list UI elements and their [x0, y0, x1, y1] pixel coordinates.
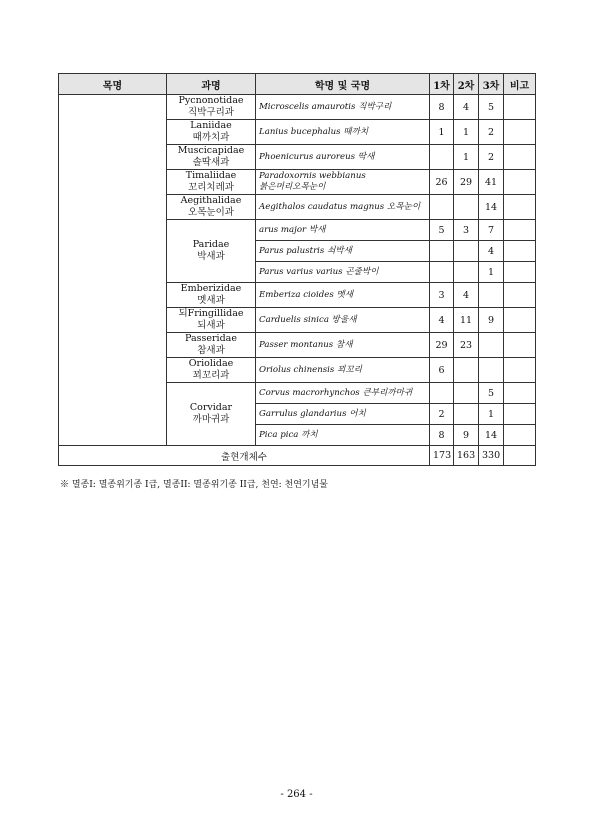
species-name: Paradoxornis webbianus — [259, 171, 366, 181]
header-survey-1: 1차 — [430, 74, 454, 95]
species-name: Passer montanus 참새 — [259, 339, 353, 350]
species-cell — [256, 120, 430, 145]
count-survey-1: 26 — [430, 170, 454, 195]
remarks-cell — [504, 120, 536, 145]
count-survey-2: 11 — [454, 308, 479, 333]
remarks-cell — [504, 220, 536, 241]
family-korean: 직박구리과 — [188, 107, 234, 118]
family-cell — [167, 383, 256, 446]
count-survey-2 — [454, 262, 479, 283]
family-korean: 꼬리치레과 — [188, 182, 234, 193]
count-survey-1: 2 — [430, 404, 454, 425]
species-cell — [256, 283, 430, 308]
family-cell — [167, 95, 256, 120]
family-cell — [167, 220, 256, 283]
remarks-cell — [504, 358, 536, 383]
count-survey-1: 3 — [430, 283, 454, 308]
family-korean: 꾀꼬리과 — [192, 370, 230, 381]
family-korean: 박새과 — [197, 251, 225, 262]
species-cell — [256, 220, 430, 241]
count-survey-3: 14 — [479, 195, 504, 220]
total-remarks — [504, 446, 536, 466]
species-name: Carduelis sinica 방울새 — [259, 314, 357, 325]
family-latin: 되Fringillidae — [178, 308, 244, 319]
family-cell — [167, 358, 256, 383]
species-name: Emberiza cioides 멧새 — [259, 289, 354, 300]
species-cell — [256, 383, 430, 404]
species-cell — [256, 95, 430, 120]
table-body — [59, 95, 536, 446]
header-order: 목명 — [59, 74, 167, 95]
total-row — [59, 446, 536, 466]
header-species: 학명 및 국명 — [256, 74, 430, 95]
species-cell — [256, 241, 430, 262]
species-name: Microscelis amaurotis 직박구리 — [259, 101, 392, 112]
family-latin: Aegithalidae — [180, 195, 242, 206]
family-latin: Oriolidae — [188, 358, 234, 369]
remarks-cell — [504, 95, 536, 120]
remarks-cell — [504, 404, 536, 425]
family-cell — [167, 195, 256, 220]
species-cell — [256, 195, 430, 220]
species-name: Pica pica 까치 — [259, 429, 318, 440]
count-survey-3: 2 — [479, 145, 504, 170]
count-survey-3: 2 — [479, 120, 504, 145]
total-survey-2: 163 — [454, 446, 479, 466]
family-korean: 참새과 — [197, 345, 225, 356]
species-name: Garrulus glandarius 어치 — [259, 408, 366, 419]
table-header-row — [59, 74, 536, 95]
family-latin: Emberizidae — [180, 283, 242, 294]
count-survey-3 — [479, 283, 504, 308]
footnote: ※ 멸종I: 멸종위기종 I급, 멸종II: 멸종위기종 II급, 천연: 천연기념물 — [60, 480, 328, 490]
family-cell — [167, 283, 256, 308]
count-survey-3 — [479, 358, 504, 383]
family-cell — [167, 120, 256, 145]
count-survey-2 — [454, 383, 479, 404]
table-row — [59, 95, 536, 120]
count-survey-3: 1 — [479, 262, 504, 283]
species-cell — [256, 358, 430, 383]
family-latin: Muscicapidae — [177, 145, 245, 156]
remarks-cell — [504, 145, 536, 170]
family-cell — [167, 308, 256, 333]
count-survey-3: 5 — [479, 383, 504, 404]
count-survey-1 — [430, 262, 454, 283]
count-survey-1 — [430, 195, 454, 220]
species-name: Parus varius varius 곤줄박이 — [259, 266, 379, 277]
remarks-cell — [504, 308, 536, 333]
count-survey-1: 29 — [430, 333, 454, 358]
count-survey-1: 5 — [430, 220, 454, 241]
species-name: Oriolus chinensis 꾀꼬리 — [259, 364, 362, 375]
count-survey-3: 14 — [479, 425, 504, 446]
species-name: Corvus macrorhynchos 큰부리까마귀 — [259, 387, 413, 398]
count-survey-1: 6 — [430, 358, 454, 383]
count-survey-3: 5 — [479, 95, 504, 120]
bird-survey-table — [58, 73, 536, 466]
count-survey-1: 1 — [430, 120, 454, 145]
species-cell — [256, 425, 430, 446]
species-cell — [256, 308, 430, 333]
family-latin: Passeridae — [185, 333, 237, 344]
count-survey-1 — [430, 241, 454, 262]
species-cell — [256, 404, 430, 425]
count-survey-3 — [479, 333, 504, 358]
family-latin: Laniidae — [190, 120, 232, 131]
order-cell — [59, 95, 167, 446]
count-survey-2: 1 — [454, 145, 479, 170]
count-survey-1 — [430, 383, 454, 404]
species-name: arus major 박새 — [259, 224, 326, 235]
count-survey-2 — [454, 404, 479, 425]
species-name: Parus palustris 쇠박새 — [259, 245, 352, 256]
family-cell — [167, 333, 256, 358]
species-cell — [256, 170, 430, 195]
remarks-cell — [504, 425, 536, 446]
count-survey-3: 41 — [479, 170, 504, 195]
count-survey-2: 29 — [454, 170, 479, 195]
species-cell — [256, 262, 430, 283]
count-survey-2: 1 — [454, 120, 479, 145]
family-korean: 멧새과 — [197, 295, 225, 306]
family-korean: 솔딱새과 — [192, 157, 230, 168]
remarks-cell — [504, 283, 536, 308]
family-latin: Pycnonotidae — [178, 95, 244, 106]
count-survey-2: 23 — [454, 333, 479, 358]
count-survey-2: 3 — [454, 220, 479, 241]
species-name-korean: 붉은머리오목눈이 — [259, 182, 326, 192]
family-korean: 때까치과 — [192, 132, 230, 143]
count-survey-3: 7 — [479, 220, 504, 241]
count-survey-1: 4 — [430, 308, 454, 333]
species-cell — [256, 145, 430, 170]
species-name: Lanius bucephalus 때까치 — [259, 126, 369, 137]
header-remarks: 비고 — [504, 74, 536, 95]
remarks-cell — [504, 170, 536, 195]
count-survey-1 — [430, 145, 454, 170]
count-survey-1: 8 — [430, 425, 454, 446]
count-survey-3: 1 — [479, 404, 504, 425]
header-family: 과명 — [167, 74, 256, 95]
count-survey-2: 9 — [454, 425, 479, 446]
count-survey-1: 8 — [430, 95, 454, 120]
page-number: - 264 - — [280, 789, 313, 800]
family-latin: Timaliidae — [185, 170, 237, 181]
count-survey-2 — [454, 358, 479, 383]
total-label: 출현개체수 — [59, 446, 430, 466]
family-korean: 되새과 — [197, 320, 225, 331]
family-korean: 오목눈이과 — [188, 207, 234, 218]
total-survey-3: 330 — [479, 446, 504, 466]
remarks-cell — [504, 195, 536, 220]
count-survey-2 — [454, 195, 479, 220]
count-survey-3: 4 — [479, 241, 504, 262]
count-survey-3: 9 — [479, 308, 504, 333]
remarks-cell — [504, 262, 536, 283]
count-survey-2: 4 — [454, 95, 479, 120]
family-cell — [167, 170, 256, 195]
family-latin: Corvidar — [189, 402, 233, 413]
header-survey-2: 2차 — [454, 74, 479, 95]
remarks-cell — [504, 241, 536, 262]
remarks-cell — [504, 333, 536, 358]
header-survey-3: 3차 — [479, 74, 504, 95]
family-latin: Paridae — [192, 239, 230, 250]
count-survey-2 — [454, 241, 479, 262]
count-survey-2: 4 — [454, 283, 479, 308]
species-cell — [256, 333, 430, 358]
family-cell — [167, 145, 256, 170]
total-survey-1: 173 — [430, 446, 454, 466]
species-name: Phoenicurus auroreus 딱새 — [259, 151, 375, 162]
remarks-cell — [504, 383, 536, 404]
family-korean: 까마귀과 — [192, 414, 230, 425]
species-name: Aegithalos caudatus magnus 오목눈이 — [259, 201, 421, 212]
